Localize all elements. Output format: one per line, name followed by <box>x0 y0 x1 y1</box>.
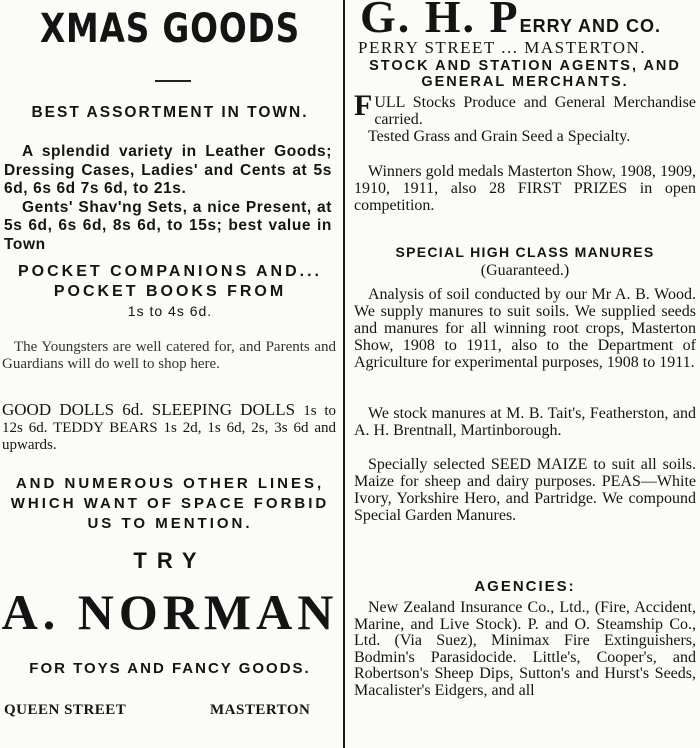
dolls-text: GOOD DOLLS 6d. SLEEPING DOLLS <box>2 400 296 419</box>
toys-heading: FOR TOYS AND FANCY GOODS. <box>29 660 311 677</box>
soil-analysis-paragraph: Analysis of soil conducted by our Mr A. B. Wood. We supply manures to suit soils. We supplied seeds and manures for all winning root crops, Masterton Show, 1908 to 1911, also to the Department of Agriculture for experimental purposes, 1908 to 1911. <box>354 286 696 371</box>
firm-name-small: ERRY AND CO. <box>519 16 662 36</box>
firm-name-large: G. H. P <box>360 0 520 42</box>
best-assortment-heading: BEST ASSORTMENT IN TOWN. <box>31 104 309 121</box>
firm-address: PERRY STREET ... MASTERTON. <box>358 38 647 57</box>
numerous-lines-heading: AND NUMEROUS OTHER LINES, WHICH WANT OF SPACE FORBID US TO MENTION. <box>10 475 330 532</box>
seed-maize-paragraph: Specially selected SEED MAIZE to suit all soils. Maize for sheep and dairy purposes. PEAS—White Ivory, Yorkshire Hero, and Partridge. We compound Special Garden Manures. <box>354 456 696 524</box>
norman-advertisement <box>0 0 340 748</box>
drop-cap: F <box>354 89 373 122</box>
youngsters-paragraph: The Youngsters are well catered for, and Parents and Guardians will do well to shop here. <box>2 339 336 372</box>
pocket-price: 1s to 4s 6d. <box>127 303 213 319</box>
leather-goods-paragraph <box>4 143 332 254</box>
full-stocks-text: ULL Stocks Produce and General Merchandise carried. <box>374 94 696 128</box>
try-heading: TRY <box>133 548 207 573</box>
column-divider <box>343 0 345 748</box>
gents-text: Gents' Shav'ng Sets, a nice Present, at 5s 6d, 6s 6d, 8s 6d, to 15s; best value in Town <box>4 198 332 253</box>
title-rule <box>155 80 191 82</box>
perry-advertisement <box>350 0 700 748</box>
winners-paragraph: Winners gold medals Masterton Show, 1908, 1909, 1910, 1911, also 28 FIRST PRIZES in open competition. <box>354 163 696 214</box>
splendid-text: A splendid variety in Leather Goods; Dressing Cases, Ladies' and Cents at 5s 6d, 6s 6d 7s 6d, to 21s. <box>4 143 332 197</box>
guaranteed-note: (Guaranteed.) <box>480 262 570 279</box>
tested-seed-paragraph: Tested Grass and Grain Seed a Specialty. <box>368 128 631 145</box>
pocket-companions-heading: POCKET COMPANIONS AND... POCKET BOOKS FROM <box>17 263 322 300</box>
dolls-rest-text: 1s to 12s 6d. TEDDY BEARS 1s 2d, 1s 6d, 2s, 3s 6d and upwards. <box>2 403 336 453</box>
firm-name <box>360 0 661 43</box>
dolls-paragraph <box>2 402 336 453</box>
ad-title: XMAS GOODS <box>39 6 301 52</box>
norman-name: A. NORMAN <box>1 584 339 640</box>
full-stocks-paragraph <box>354 89 696 128</box>
street-address: QUEEN STREET <box>4 702 127 718</box>
manure-stockists-paragraph: We stock manures at M. B. Tait's, Featherston, and A. H. Brentnall, Martinborough. <box>354 405 696 439</box>
agencies-heading: AGENCIES: <box>474 578 576 595</box>
agents-heading: STOCK AND STATION AGENTS, AND GENERAL MERCHANTS. <box>369 58 681 90</box>
town-name: MASTERTON <box>210 702 311 718</box>
special-manures-heading: SPECIAL HIGH CLASS MANURES <box>395 244 655 260</box>
agencies-paragraph: New Zealand Insurance Co., Ltd., (Fire, Accident, Marine, and Live Stock). P. and O. Steamship Co., Ltd. (Via Suez), Minimax Fire Extinguishers, Bodmin's Parasidocide. Little's, Cooper's, and Robertson's Sheep Dips, Sutton's and Hurst's Seeds, Macalister's Eidgers, and all <box>354 599 696 699</box>
